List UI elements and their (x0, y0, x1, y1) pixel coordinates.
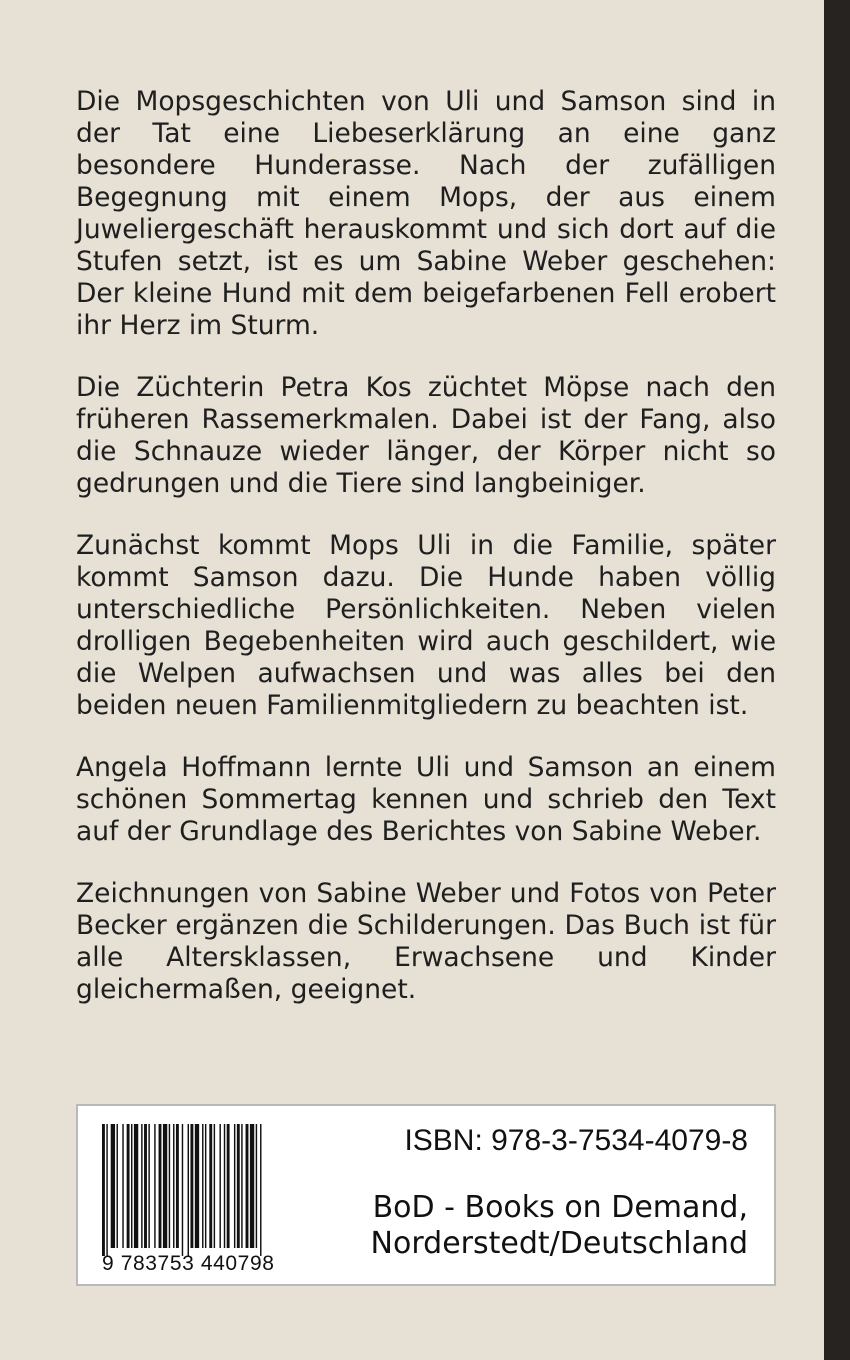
barcode-bar (190, 1124, 193, 1248)
back-cover-blurb (76, 86, 776, 1036)
barcode-bar (260, 1124, 261, 1256)
barcode-bar (154, 1124, 155, 1248)
barcode-bar (188, 1124, 189, 1256)
publisher-line-2: Norderstedt/Deutschland (370, 1226, 748, 1261)
barcode-bar (209, 1124, 212, 1248)
barcode-bar (182, 1124, 183, 1256)
barcode-bar (141, 1124, 142, 1248)
barcode-bar (163, 1124, 167, 1248)
barcode-bar (169, 1124, 170, 1248)
barcode-bar (205, 1124, 206, 1248)
blurb-paragraph-4: Angela Hoffmann lernte Uli und Samson an einem schönen Sommertag kennen und schrieb den Text auf der Grundlage des Berichtes von Sabine Weber. (76, 752, 776, 847)
barcode-image (98, 1124, 298, 1256)
barcode-bar (250, 1124, 254, 1248)
publisher-info (371, 1190, 748, 1262)
blurb-paragraph-1: Die Mopsgeschichten von Uli und Samson sind in der Tat eine Liebeserklärung an eine ganz besondere Hunderasse. Nach der zufälligen Begegnung mit einem Mops, der aus einem Juweliergeschäft herauskommt und sich dort auf die Stufen setzt, ist es um Sabine Weber geschehen: Der kleine Hund mit dem beigefarbenen Fell erobert ihr Herz im Sturm. (76, 86, 776, 341)
isbn-number: ISBN: 978-3-7534-4079-8 (404, 1124, 748, 1157)
barcode-bar (227, 1124, 230, 1248)
barcode-bar (106, 1124, 107, 1256)
barcode-bar (159, 1124, 162, 1248)
barcode-bar (127, 1124, 130, 1248)
barcode-bar (202, 1124, 203, 1248)
barcode-bar (131, 1124, 132, 1248)
blurb-paragraph-3: Zunächst kommt Mops Uli in die Familie, später kommt Samson dazu. Die Hunde haben völlig unterschiedliche Persönlichkeiten. Neben vielen drolligen Begebenheiten wird auch geschildert, wie die Welpen aufwachsen und was alles bei den beiden neuen Familienmitgliedern zu beachten ist. (76, 530, 776, 721)
barcode-bar (234, 1124, 235, 1248)
barcode-bar (256, 1124, 257, 1248)
barcode-bar (195, 1124, 199, 1248)
blurb-paragraph-2: Die Züchterin Petra Kos züchtet Möpse nach den früheren Rassemerkmalen. Dabei ist der Fang, also die Schnauze wieder länger, der Körper nicht so gedrungen und die Tiere sind langbeiniger. (76, 372, 776, 499)
barcode-bar (237, 1124, 240, 1248)
barcode-bar (219, 1124, 220, 1248)
barcode-bar (176, 1124, 179, 1248)
barcode-bar (173, 1124, 174, 1248)
barcode-bar (144, 1124, 147, 1248)
publisher-line-1: BoD - Books on Demand, (372, 1190, 748, 1225)
barcode-bar (224, 1124, 225, 1248)
blurb-paragraph-5: Zeichnungen von Sabine Weber und Fotos von Peter Becker ergänzen die Schilderungen. Das Buch ist für alle Altersklassen, Erwachsene und Kinder gleichermaßen, geeignet. (76, 878, 776, 1005)
barcode-bar (214, 1124, 215, 1248)
barcode-bar (148, 1124, 149, 1248)
barcode-bar (246, 1124, 249, 1248)
barcode-bar (111, 1124, 115, 1248)
barcode-bar (102, 1124, 105, 1256)
spine-edge (824, 0, 850, 1360)
imprint-box (76, 1104, 776, 1286)
barcode-bar (241, 1124, 242, 1248)
barcode-bar (117, 1124, 118, 1248)
barcode-bar (134, 1124, 138, 1248)
barcode-digits: 9 783753 440798 (102, 1252, 275, 1275)
barcode-bar (122, 1124, 123, 1248)
